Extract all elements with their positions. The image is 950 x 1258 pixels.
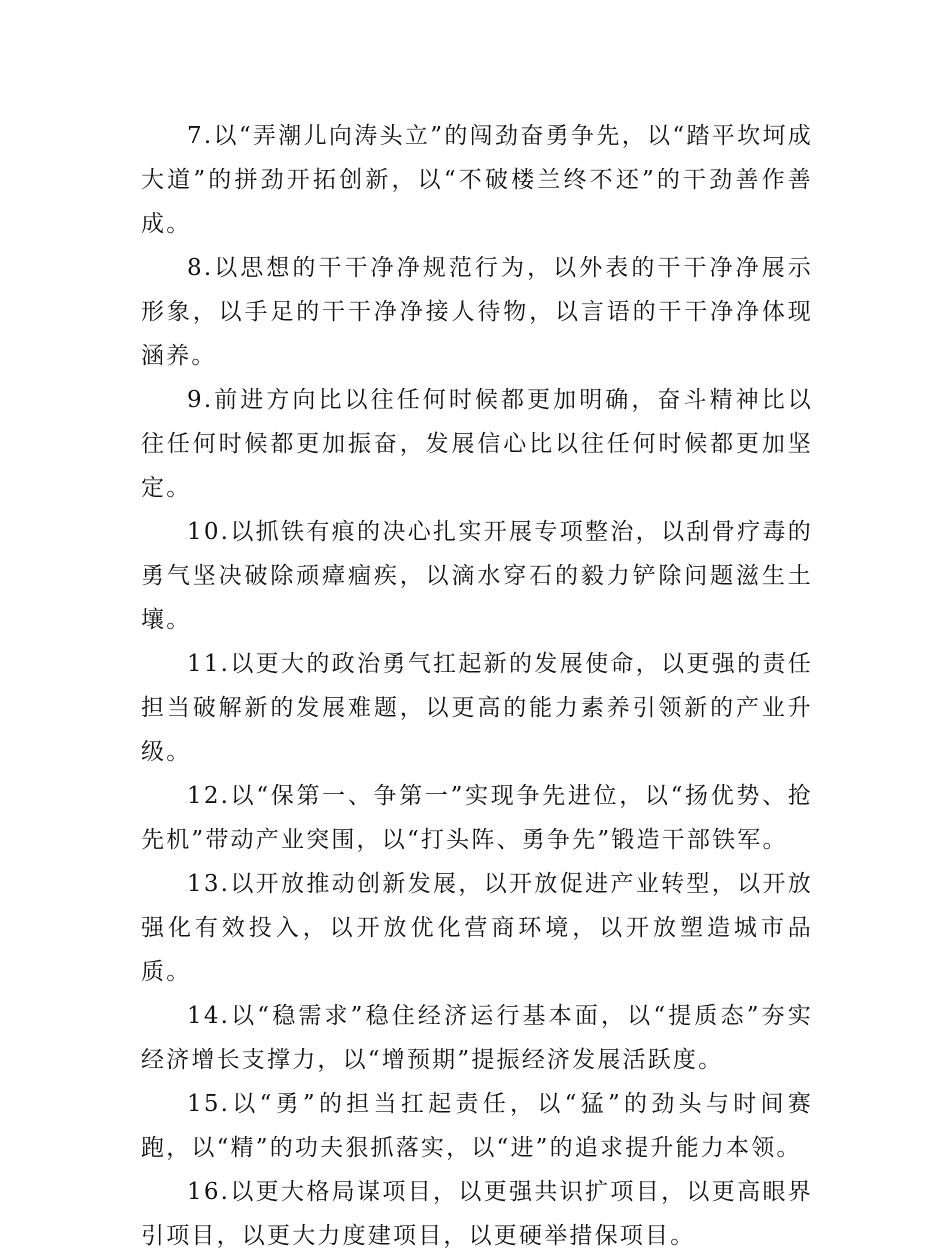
paragraph-15: 15.以“勇”的担当扛起责任，以“猛”的劲头与时间赛跑，以“精”的功夫狠抓落实，以“进”的追求提升能力本领。 — [141, 1091, 813, 1161]
paragraph-10: 10.以抓铁有痕的决心扎实开展专项整治，以刮骨疗毒的勇气坚决破除顽瘴痼疾，以滴水穿石的毅力铲除问题滋生土壤。 — [141, 519, 813, 633]
paragraph-11: 11.以更大的政治勇气扛起新的发展使命，以更强的责任担当破解新的发展难题，以更高的能力素养引领新的产业升级。 — [141, 651, 813, 765]
paragraph-16: 16.以更大格局谋项目，以更强共识扩项目，以更高眼界引项目，以更大力度建项目，以更硬举措保项目。 — [141, 1179, 813, 1249]
paragraph-7: 7.以“弄潮儿向涛头立”的闯劲奋勇争先，以“踏平坎坷成大道”的拼劲开拓创新，以“不破楼兰终不还”的干劲善作善成。 — [141, 123, 813, 237]
paragraph-8: 8.以思想的干干净净规范行为，以外表的干干净净展示形象，以手足的干干净净接人待物，以言语的干干净净体现涵养。 — [141, 255, 813, 369]
paragraph-14: 14.以“稳需求”稳住经济运行基本面，以“提质态”夯实经济增长支撑力，以“增预期”提振经济发展活跃度。 — [141, 1003, 813, 1073]
document-body — [141, 114, 813, 1258]
paragraph-13: 13.以开放推动创新发展，以开放促进产业转型，以开放强化有效投入，以开放优化营商环境，以开放塑造城市品质。 — [141, 871, 813, 985]
paragraph-9: 9.前进方向比以往任何时候都更加明确，奋斗精神比以往任何时候都更加振奋，发展信心比以往任何时候都更加坚定。 — [141, 387, 813, 501]
paragraph-12: 12.以“保第一、争第一”实现争先进位，以“扬优势、抢先机”带动产业突围，以“打头阵、勇争先”锻造干部铁军。 — [141, 783, 813, 853]
